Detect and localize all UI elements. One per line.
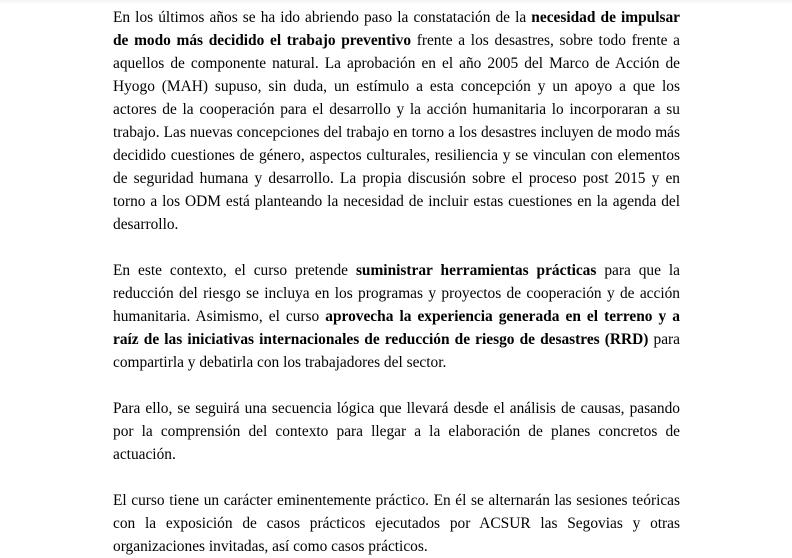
paragraph-prevention [113,6,680,236]
text-segment: para que la reducción del riesgo se incluya en los programas y proyectos de cooperación y de acción humanitaria. Asimismo, el curso [113,262,681,325]
text-segment: Para ello, se seguirá una secuencia lógica que llevará desde el análisis de causas, pasando por la comprensión del contexto para llegar a la elaboración de planes concretos de actuación. [113,400,680,463]
top-edge-shadow [0,0,792,4]
bold-text-segment: suministrar herramientas prácticas [355,262,597,279]
document-body [113,6,680,558]
text-segment: para compartirla y debatirla con los trabajadores del sector. [113,331,680,371]
text-segment: En los últimos años se ha ido abriendo paso la constatación de la [113,9,532,26]
bold-text-segment: necesidad de impulsar de modo más decidido el trabajo preventivo [113,9,680,49]
paragraph-course-context [113,259,680,374]
text-segment: frente a los desastres, sobre todo frente a aquellos de componente natural. La aprobación en el año 2005 del Marco de Acción de Hyogo (MAH) supuso, sin duda, un estímulo a esta concepción y un apoyo a que los actores de la cooperación para el desarrollo y la acción humanitaria lo incorporaran a su trabajo. Las nuevas concepciones del trabajo en torno a los desastres incluyen de modo más decidido cuestiones de género, aspectos culturales, resiliencia y se vinculan con elementos de seguridad humana y desarrollo. La propia discusión sobre el proceso post 2015 y en torno a los ODM está planteando la necesidad de incluir estas cuestiones en la agenda del desarrollo. [113,32,681,233]
text-segment: El curso tiene un carácter eminentemente práctico. En él se alternarán las sesiones teóricas con la exposición de casos prácticos ejecutados por ACSUR las Segovias y otras organizaciones invitadas, así como casos prácticos. [113,492,680,555]
paragraph-practical-nature [113,489,680,558]
paragraph-methodology [113,397,680,466]
text-segment: En este contexto, el curso pretende [113,262,356,279]
bold-text-segment: aprovecha la experiencia generada en el terreno y a raíz de las iniciativas internacionales de reducción de riesgo de desastres (RRD) [113,308,680,348]
